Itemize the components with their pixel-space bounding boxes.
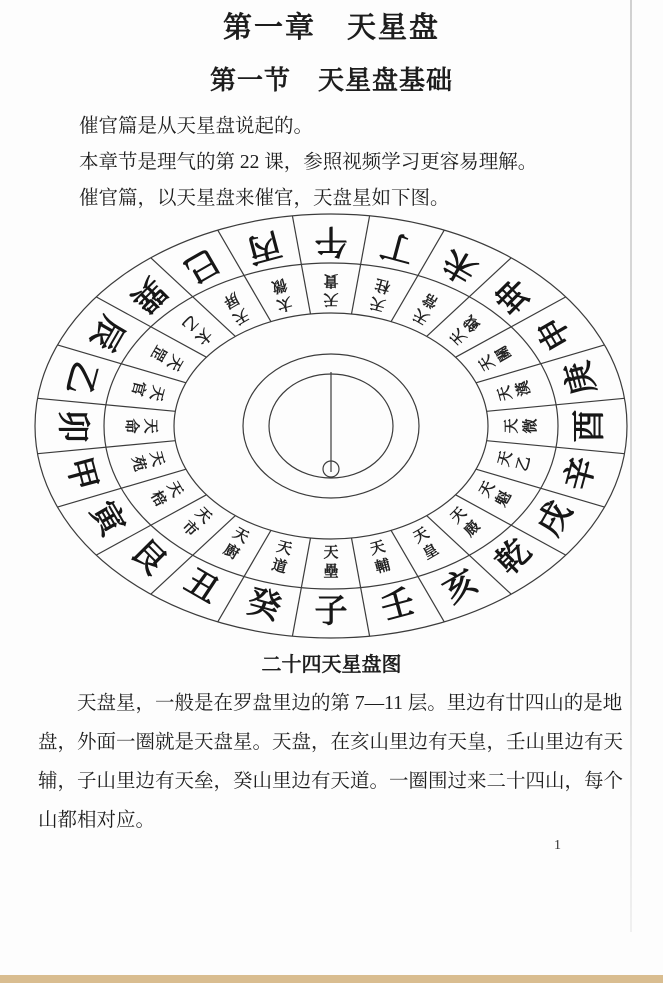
svg-text:天: 天 [496,449,516,469]
scan-background-strip [0,975,663,983]
svg-text:苑: 苑 [128,454,148,474]
svg-text:天: 天 [323,545,339,561]
svg-text:天: 天 [163,478,185,501]
svg-text:天: 天 [448,504,471,527]
svg-text:天: 天 [496,383,516,403]
mountain-label: 乾 [489,533,539,582]
svg-text:天: 天 [368,293,388,313]
mountain-label: 辛 [559,453,603,495]
body-line: 盘，外面一圈就是天盘星。天盘，在亥山里边有天皇，壬山里边有天 [38,732,624,753]
svg-text:天: 天 [274,539,294,559]
intro-line: 催官篇是从天星盘说起的。 [79,116,314,137]
svg-text:廄: 廄 [461,518,484,541]
intro-line: 本章节是理气的第 22 课，参照视频学习更容易理解。 [79,152,538,173]
star-label [128,379,167,403]
svg-text:乙: 乙 [178,311,201,334]
svg-text:魁: 魁 [493,488,515,510]
body-line: 天盘星，一般是在罗盘里边的第 7—11 层。里边有廿四山的是地 [77,693,623,714]
mountain-label: 坤 [489,270,539,319]
mountain-label: 丙 [243,224,285,268]
svg-text:天: 天 [504,418,520,434]
svg-text:天: 天 [142,418,158,434]
star-label [270,275,294,314]
svg-text:常: 常 [420,288,442,311]
mountain-label: 甲 [59,453,103,495]
star-label [410,289,441,328]
star-label [476,478,515,509]
section-title: 第一节 天星盘基础 [209,66,453,95]
star-label [323,544,338,580]
mountain-label: 酉 [572,409,608,443]
star-label [368,538,392,577]
svg-text:天: 天 [163,351,185,374]
chapter-title: 第一章 天星盘 [222,12,440,44]
star-label [220,289,251,328]
svg-text:柱: 柱 [373,275,393,295]
mountain-label: 庚 [559,357,603,399]
mountain-label: 巳 [178,241,225,289]
mountain-label: 癸 [243,584,285,628]
star-label [447,504,483,540]
mountain-label: 午 [314,222,348,258]
mountain-label: 寅 [82,495,131,543]
svg-text:皇: 皇 [420,541,442,564]
svg-text:微: 微 [523,418,539,434]
star-label [147,342,186,373]
svg-text:天: 天 [448,325,471,348]
star-label [270,538,294,577]
mountain-label: 乙 [59,357,103,399]
mountain-label: 巽 [123,270,173,319]
star-label [495,379,534,403]
svg-text:命: 命 [123,418,139,434]
svg-text:廚: 廚 [220,541,242,564]
star-label [220,524,251,563]
mountain-label: 申 [531,309,580,357]
svg-text:微: 微 [269,275,289,295]
star-wheel-svg [0,206,663,652]
svg-text:天: 天 [368,539,388,559]
mountain-label: 未 [437,241,484,289]
svg-text:輔: 輔 [373,557,393,577]
figure-caption: 二十四天星盘图 [261,654,402,676]
svg-text:天: 天 [191,504,214,527]
svg-text:天: 天 [477,478,499,501]
mountain-label: 丁 [377,224,419,268]
star-label [476,342,515,373]
body-line: 山都相对应。 [38,810,156,831]
star-wheel-figure [0,206,663,652]
star-label [128,449,167,473]
svg-text:天: 天 [146,449,166,469]
star-label [123,418,159,433]
svg-text:太: 太 [274,293,294,313]
svg-text:天: 天 [323,291,339,307]
mountain-label: 子 [314,594,348,630]
body-paragraph [0,684,663,840]
svg-text:太: 太 [191,325,214,348]
svg-text:天: 天 [229,525,252,547]
svg-text:漢: 漢 [514,378,534,398]
page-number: 1 [554,838,561,853]
mountain-label: 丑 [178,563,225,611]
mountain-label: 辰 [82,309,131,357]
svg-text:天: 天 [477,351,499,374]
svg-text:棓: 棓 [147,488,169,510]
mountain-label: 卯 [54,409,90,443]
star-label [503,418,539,433]
svg-text:天: 天 [146,383,166,403]
svg-text:天: 天 [410,305,433,327]
svg-text:乙: 乙 [514,454,534,474]
svg-text:壘: 壘 [323,564,339,580]
svg-text:關: 關 [493,342,515,364]
mountain-label: 亥 [437,563,484,611]
star-label [179,504,215,540]
svg-text:屏: 屏 [220,288,242,311]
svg-text:市: 市 [178,518,201,541]
intro-paragraph [0,109,663,217]
page-edge-shadow [630,0,632,932]
star-label [447,312,483,348]
intro-line: 催官篇，以天星盘来催官，天盘星如下图。 [79,188,450,209]
svg-text:鉞: 鉞 [461,311,484,334]
svg-text:貴: 貴 [323,272,339,288]
svg-text:官: 官 [128,378,148,398]
star-label [147,478,186,509]
svg-text:罡: 罡 [147,342,169,364]
svg-text:道: 道 [269,557,289,577]
star-label [495,449,534,473]
mountain-label: 壬 [377,584,419,628]
mountain-label: 戌 [531,495,580,543]
svg-text:天: 天 [229,305,252,327]
mountain-label: 艮 [123,533,173,582]
star-label [179,312,215,348]
star-label [323,272,339,308]
star-label [368,275,392,314]
body-line: 辅，子山里边有天垒，癸山里边有天道。一圈围过来二十四山，每个 [38,771,624,792]
star-label [410,524,441,563]
svg-text:天: 天 [410,525,433,547]
